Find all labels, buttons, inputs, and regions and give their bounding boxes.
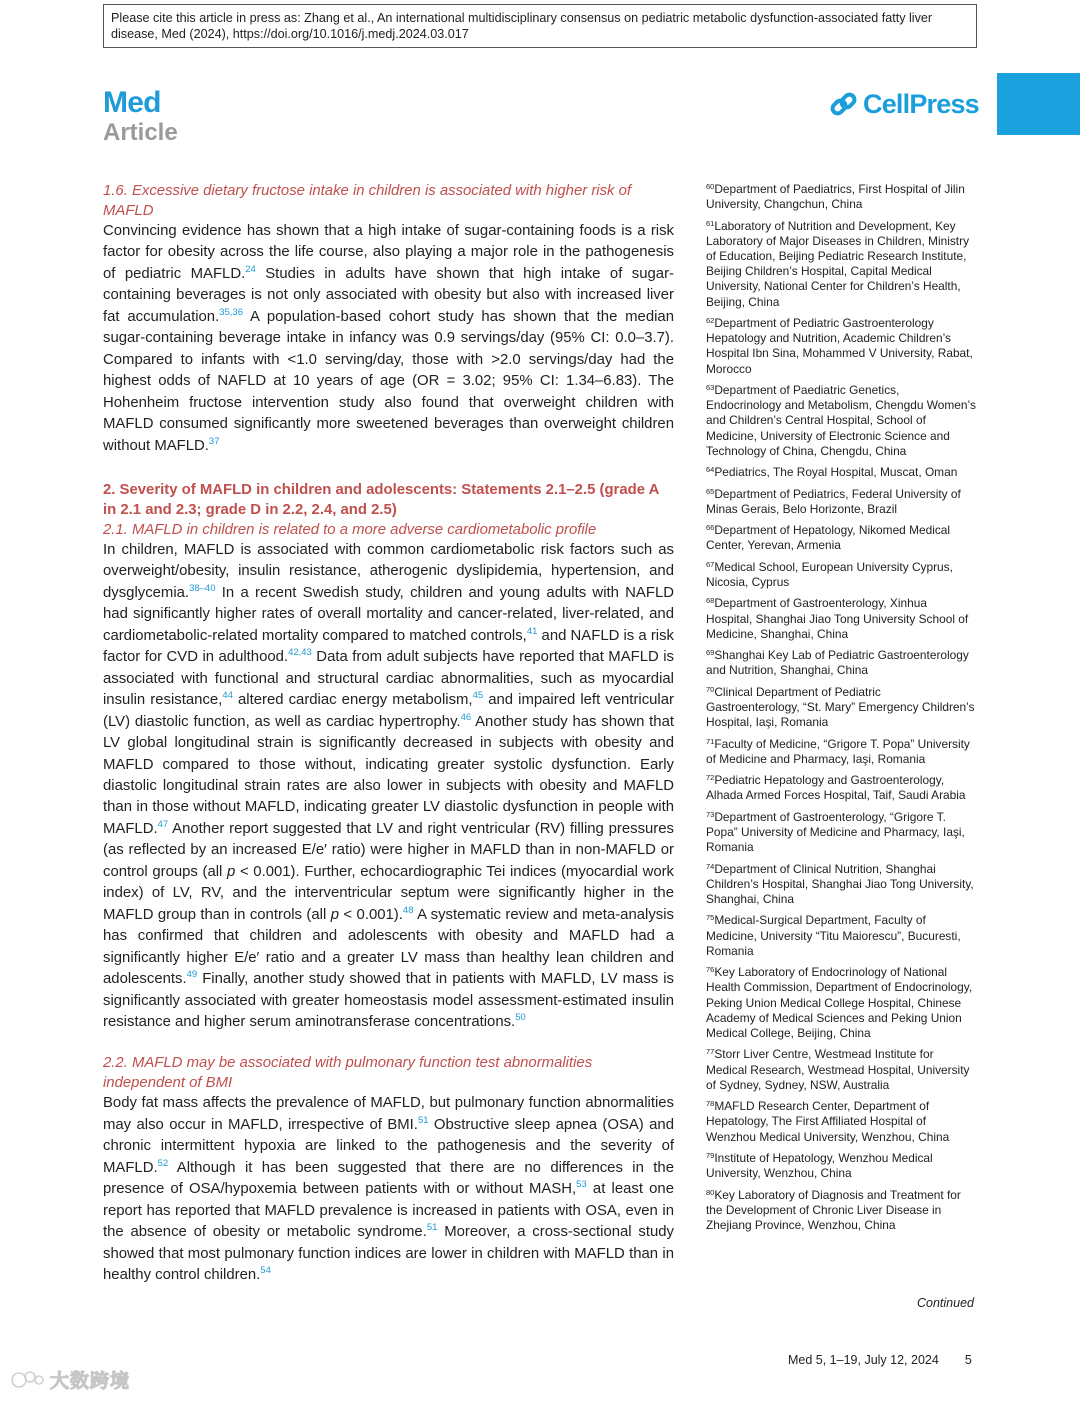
citation-notice: Please cite this article in press as: Zhang et al., An international multidisciplinary consensus on pediatric metabolic dysfunction-associated fatty liver disease, Med (2024), https://doi.org/10.1016/j.medj.2024.03.017 <box>103 4 977 48</box>
reference-link[interactable]: 53 <box>576 1179 587 1191</box>
reference-link[interactable]: 52 <box>157 1157 169 1169</box>
reference-link[interactable]: 35,36 <box>219 306 243 318</box>
affiliation-item: $^{63}$Department of Paediatric Genetics, Endocrinology and Metabolism, Chengdu Women’s and Children’s Central Hospital, School of Medicine, University of Electronic Science and Technology of China, Chengdu, China <box>706 383 976 458</box>
reference-link[interactable]: 49 <box>186 969 198 981</box>
page-footer <box>788 1353 972 1367</box>
affiliation-item: $^{67}$Medical School, European University Cyprus, Nicosia, Cyprus <box>706 559 953 589</box>
reference-link[interactable]: 45 <box>472 690 484 702</box>
reference-link[interactable]: 38–40 <box>189 582 216 594</box>
reference-link[interactable]: 51 <box>426 1222 438 1234</box>
affiliation-item: $^{75}$Medical-Surgical Department, Faculty of Medicine, University “Titu Maiorescu”, Bucuresti, Romania <box>706 913 961 958</box>
journal-name: Med <box>103 86 161 119</box>
watermark-text: 大数跨境 <box>50 1371 131 1392</box>
affiliation-item: $^{68}$Department of Gastroenterology, Xinhua Hospital, Shanghai Jiao Tong University School of Medicine, Shanghai, China <box>706 596 969 641</box>
section-1-6-body: Convincing evidence has shown that a high intake of sugar-containing foods is a risk factor for obesity across the life course, also playing a major role in the pathogenesis of pediatric MAFLD.$^{24}$ Studies in adults have shown that high intake of sugar-containing beverages is not only associated with obesity but also with increased liver fat accumulation.$^{35,36}$ A population-based cohort study has shown that the median sugar-containing beverage intake in infancy was 0.9 servings/day (95% CI: 0.0–3.7). Compared to infants with <1.0 serving/day, those with >2.0 servings/day had the highest odds of NAFLD at 10 years of age (OR = 3.02; 95% CI: 1.34–6.83). The Hohenheim fructose intervention study also found that overweight children with MAFLD consumed significantly more sweetened beverages than overweight children without MAFLD.$^{37}$ <box>103 223 674 454</box>
affiliation-item: $^{66}$Department of Hepatology, Nikomed Medical Center, Yerevan, Armenia <box>706 523 951 553</box>
continued-label: Continued <box>917 1296 974 1310</box>
reference-link[interactable]: 42,43 <box>288 647 312 659</box>
affiliation-item: $^{64}$Pediatrics, The Royal Hospital, Muscat, Oman <box>706 465 958 480</box>
affiliation-item: $^{73}$Department of Gastroenterology, “Grigore T. Popa” University of Medicine and Pharmacy, Iaşi, Romania <box>706 809 965 855</box>
article-type: Article <box>103 119 178 146</box>
reference-link[interactable]: 48 <box>402 904 414 916</box>
affiliation-item: $^{61}$Laboratory of Nutrition and Development, Key Laboratory of Major Diseases in Children, Ministry of Education, Beijing Pediatric Research Institute, Beijing Children’s Hospital, Capital Medical University, National Center for Children’s Health, Beijing, China <box>706 218 970 309</box>
section-2-heading: 2. Severity of MAFLD in children and adolescents: Statements 2.1–2.5 (grade A in 2.1 and 2.3; grade D in 2.2, 2.4, and 2.5) <box>103 481 659 518</box>
affiliation-item: $^{65}$Department of Pediatrics, Federal University of Minas Gerais, Belo Horizonte, Brazil <box>706 486 961 516</box>
footer-citation: Med 5, 1–19, July 12, 2024 <box>788 1353 939 1367</box>
reference-link[interactable]: 47 <box>157 818 169 830</box>
affiliation-item: $^{74}$Department of Clinical Nutrition, Shanghai Children’s Hospital, Shanghai Jiao Tong University, Shanghai, China <box>706 861 974 906</box>
publisher-name: CellPress <box>863 89 979 119</box>
reference-link[interactable]: 41 <box>526 625 538 637</box>
affiliation-item: $^{62}$Department of Pediatric Gastroenterology Hepatology and Nutrition, Academic Children’s Hospital Ibn Sina, Mohammed V University, Rabat, Morocco <box>706 316 973 376</box>
affiliation-item: $^{72}$Pediatric Hepatology and Gastroenterology, Alhada Armed Forces Hospital, Taif, Saudi Arabia <box>706 773 966 803</box>
section-2-1-body: In children, MAFLD is associated with common cardiometabolic risk factors such as overweight/obesity, insulin resistance, atherogenic dyslipidemia, hypertension, and dysglycemia.$^{38-40}$ In a recent Swedish study, children and young adults with NAFLD had significantly higher rates of overall mortality and cancer-related, liver-related, and cardiometabolic-related mortality compared to matched controls,$^{41}$ and NAFLD is a risk factor for CVD in adulthood.$^{42,43}$ Data from adult subjects have reported that MAFLD is associated with functional and structural cardiac abnormalities, such as myocardial insulin resistance,$^{44}$ altered cardiac energy metabolism,$^{45}$ and impaired left ventricular (LV) diastolic function, as well as cardiac hypertrophy.$^{46}$ Another study has shown that LV global longitudinal strain is significantly decreased in subjects with obesity and MAFLD compared to those without, indicating greater systolic dysfunction. Early diastolic longitudinal strain rates are also lower in subjects with obesity and MAFLD than in those without MAFLD, indicating greater LV diastolic dysfunction in people with MAFLD.$^{47}$ Another report suggested that LV and right ventricular (RV) filling pressures (as reflected by an increased E/e′ ratio) were higher in MAFLD than in non-MAFLD or control groups (all p < 0.001). Further, echocardiographic Tei indices (myocardial work index) of LV, RV, and the interventricular septum were significantly higher in the MAFLD group than in controls (all p < 0.001).$^{48}$ A systematic review and meta-analysis has confirmed that children and adolescents with obesity and MAFLD had a significantly higher E/e′ ratio and a greater LV mass than healthy lean children and adolescents.$^{49}$ Finally, another study showed that in patients with MAFLD, LV mass is significantly associated with greater homeostasis model assessment-estimated insulin resistance and higher serum aminotransferase concentrations.$^{50}$ <box>103 541 675 1030</box>
affiliation-item: $^{70}$Clinical Department of Pediatric Gastroenterology, “St. Mary” Emergency Children’s Hospital, Iaşi, Romania <box>706 684 975 730</box>
reference-link[interactable]: 54 <box>260 1265 271 1277</box>
color-tab <box>997 73 1080 135</box>
cellpress-icon <box>830 91 858 119</box>
reference-link[interactable]: 51 <box>417 1114 429 1126</box>
affiliation-item: $^{76}$Key Laboratory of Endocrinology of National Health Commission, Department of Endocrinology, Peking Union Medical College Hospital, Chinese Academy of Medical Sciences and Peking Union Medical College, Beijing, China <box>706 965 973 1040</box>
publisher-logo <box>830 89 979 120</box>
section-2-1-title: 2.1. MAFLD in children is related to a more adverse cardiometabolic profile <box>103 521 597 538</box>
affiliation-item: $^{71}$Faculty of Medicine, “Grigore T. Popa” University of Medicine and Pharmacy, Iaşi, Romania <box>706 736 970 766</box>
main-column <box>103 181 674 1286</box>
affiliation-item: $^{60}$Department of Paediatrics, First Hospital of Jilin University, Changchun, China <box>706 182 965 212</box>
affiliation-item: $^{79}$Institute of Hepatology, Wenzhou Medical University, Wenzhou, China <box>706 1150 933 1181</box>
watermark-logo-icon <box>10 1368 46 1392</box>
affiliation-item: $^{77}$Storr Liver Centre, Westmead Institute for Medical Research, Westmead Hospital, University of Sydney, Sydney, NSW, Australia <box>706 1047 970 1092</box>
section-2-2-title: 2.2. MAFLD may be associated with pulmonary function test abnormalities independent of BMI <box>103 1055 593 1092</box>
reference-link[interactable]: 24 <box>245 263 256 275</box>
affiliations-list <box>706 182 976 1239</box>
section-1-6-title: 1.6. Excessive dietary fructose intake in children is associated with higher risk of MAFLD <box>103 183 632 219</box>
affiliation-item: $^{80}$Key Laboratory of Diagnosis and Treatment for the Development of Chronic Liver Disease in Zhejiang Province, Wenzhou, China <box>706 1187 961 1232</box>
affiliation-item: $^{78}$MAFLD Research Center, Department of Hepatology, The First Affiliated Hospital of Wenzhou Medical University, Wenzhou, China <box>706 1099 950 1144</box>
reference-link[interactable]: 44 <box>222 690 233 702</box>
page-number: 5 <box>964 1353 972 1367</box>
reference-link[interactable]: 50 <box>515 1011 526 1023</box>
watermark <box>10 1366 130 1393</box>
section-2-2-body: Body fat mass affects the prevalence of MAFLD, but pulmonary function abnormalities may also occur in MAFLD, irrespective of BMI.$^{51}$ Obstructive sleep apnea (OSA) and chronic intermittent hypoxia are linked to the pathogenesis and the severity of MAFLD.$^{52}$ Although it has been suggested that there are no differences in the presence of OSA/hypoxemia between patients with or without MASH,$^{53}$ at least one report has reported that MAFLD prevalence is increased in patients with OSA, even in the absence of obesity or metabolic syndrome.$^{51}$ Moreover, a cross-sectional study showed that most pulmonary function indices are lower in children with MAFLD than in healthy control children.$^{54}$ <box>103 1095 675 1284</box>
reference-link[interactable]: 46 <box>460 711 472 723</box>
journal-logo <box>103 87 178 147</box>
reference-link[interactable]: 37 <box>208 435 220 447</box>
affiliation-item: $^{69}$Shanghai Key Lab of Pediatric Gastroenterology and Nutrition, Shanghai, China <box>706 648 969 678</box>
